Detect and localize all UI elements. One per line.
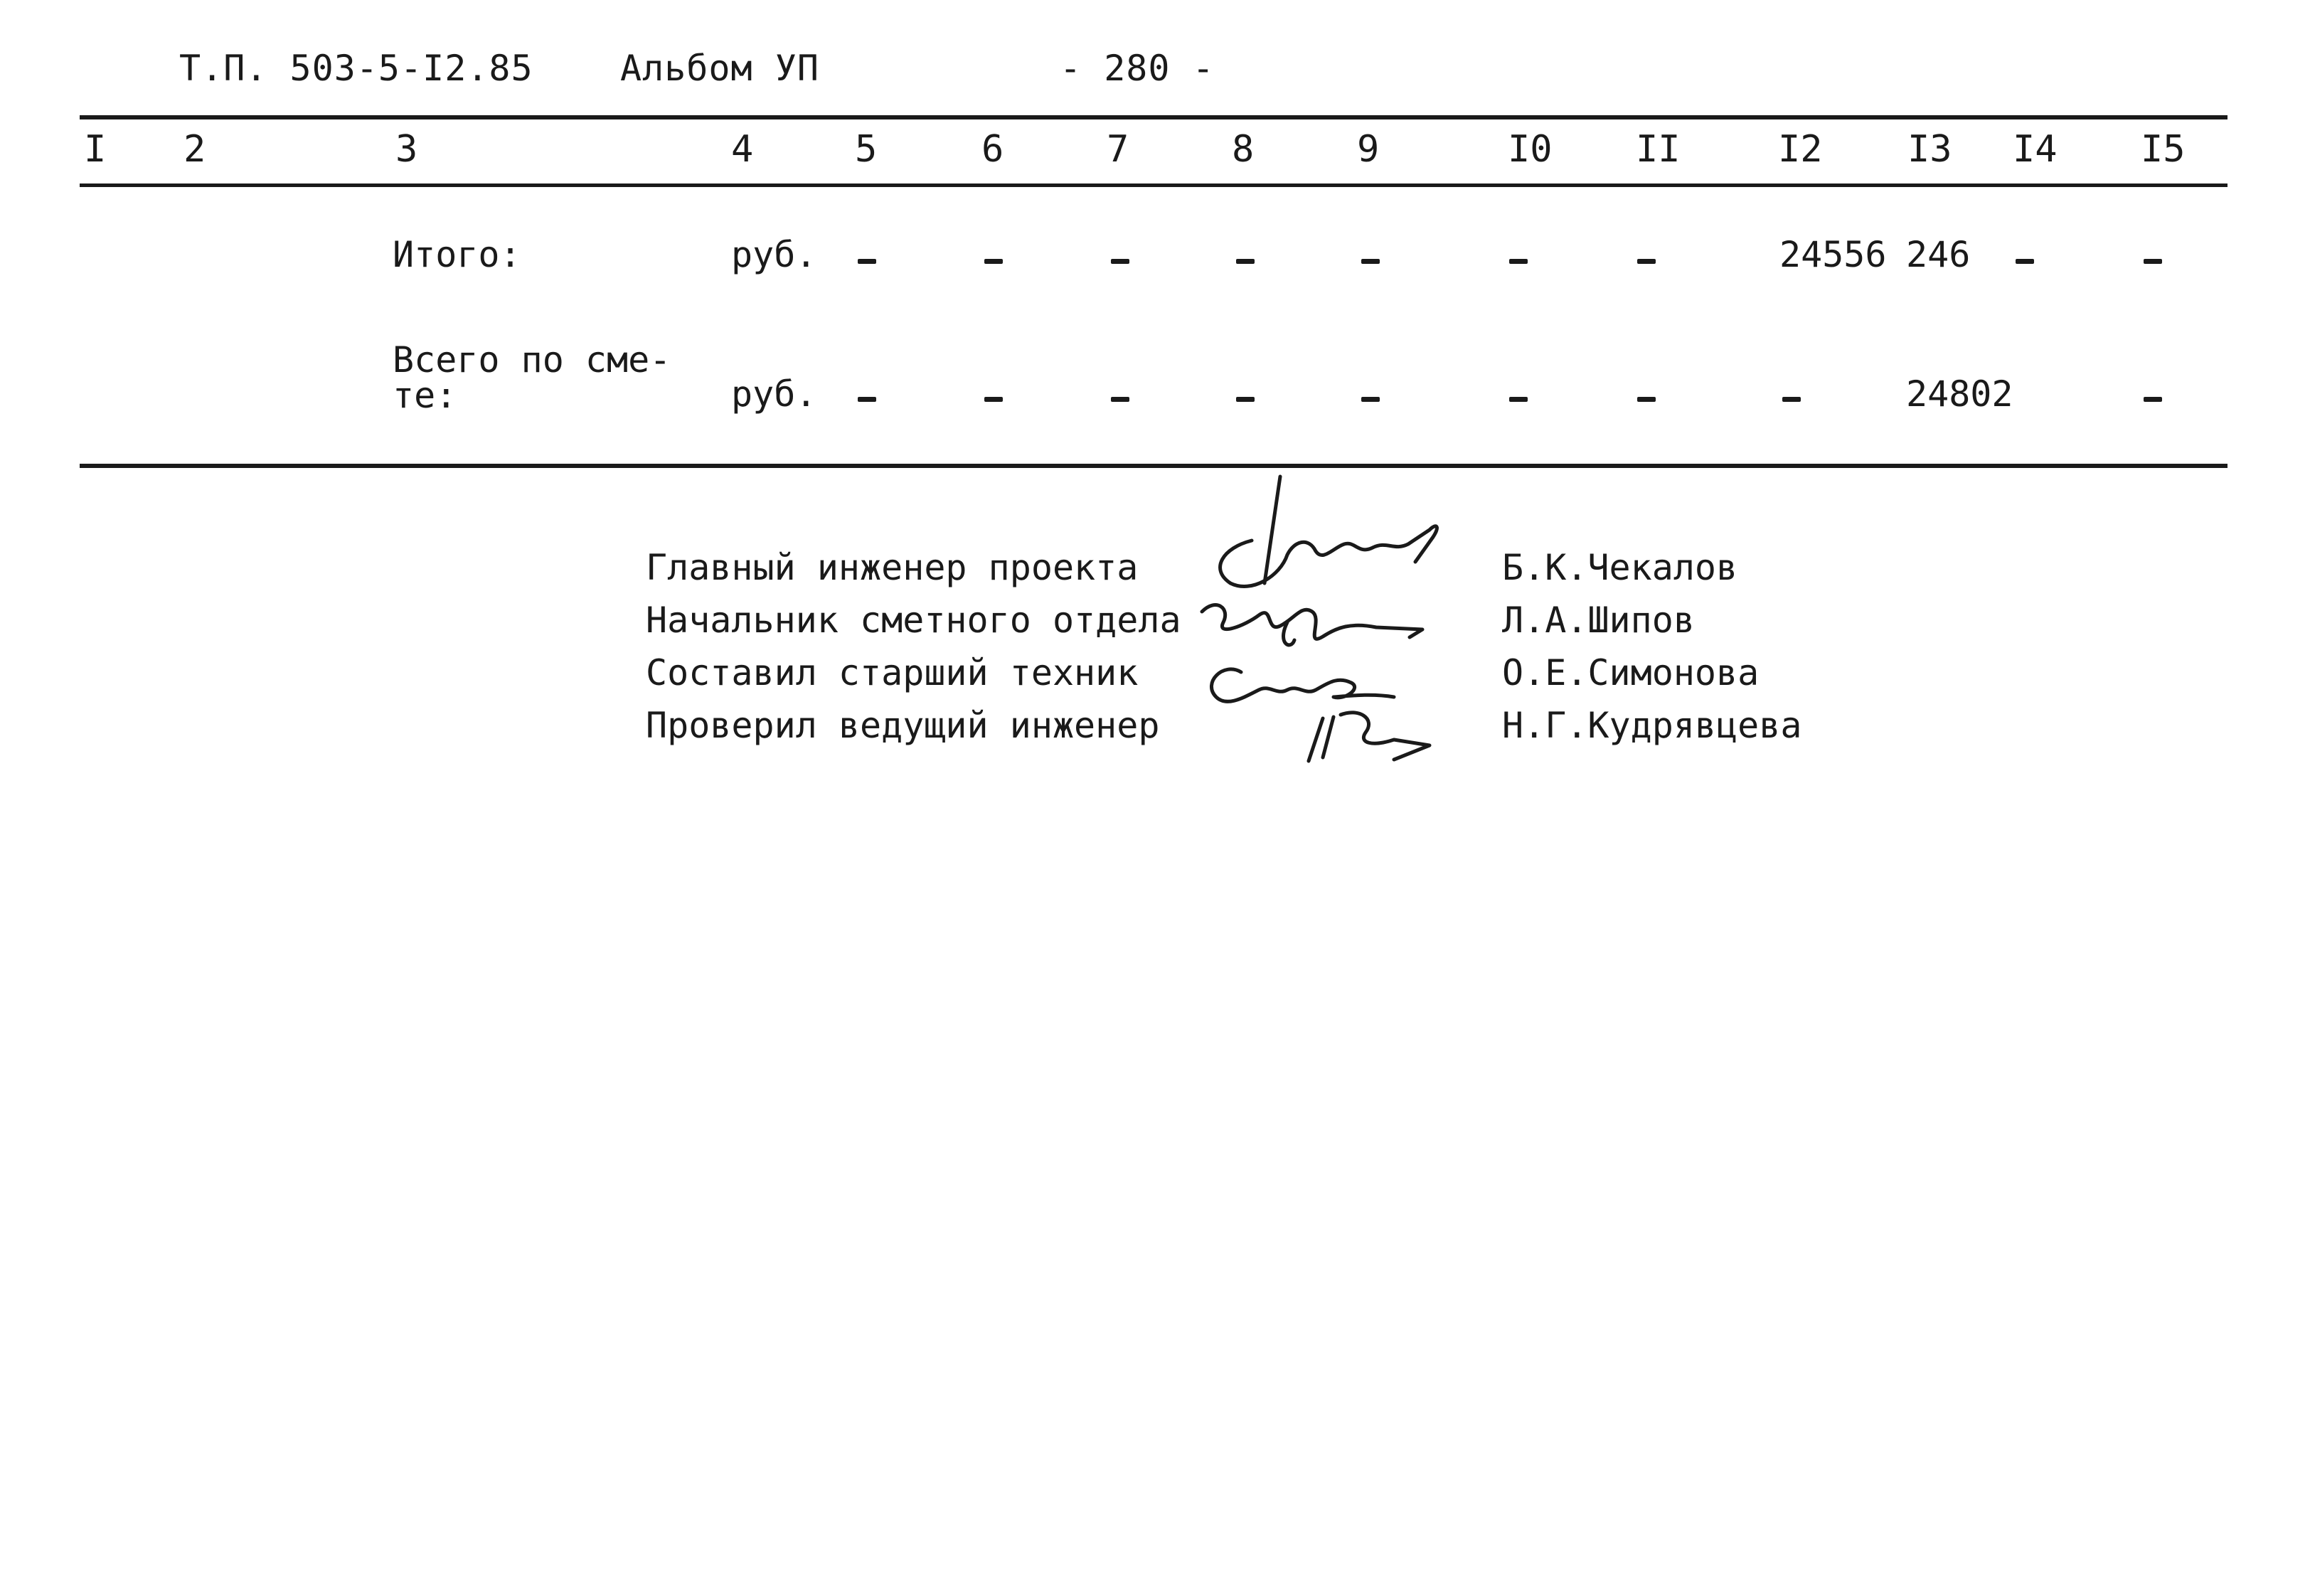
total-value: 24802 bbox=[1906, 373, 2013, 415]
column-number: 6 bbox=[981, 128, 1004, 171]
row-label: Всего по сме- bbox=[393, 339, 671, 381]
value-col-13: 246 bbox=[1906, 234, 1971, 275]
empty-dash bbox=[1509, 259, 1528, 264]
signatory-name: Л.А.Шипов bbox=[1502, 600, 1695, 641]
empty-dash bbox=[1111, 397, 1129, 402]
table-top-rule bbox=[80, 115, 2228, 119]
column-number: 8 bbox=[1232, 128, 1255, 171]
empty-dash bbox=[1361, 397, 1380, 402]
empty-dash bbox=[858, 397, 876, 402]
column-number: 7 bbox=[1107, 128, 1129, 171]
empty-dash bbox=[984, 397, 1003, 402]
row-unit: руб. bbox=[731, 234, 817, 275]
empty-dash bbox=[2144, 259, 2162, 264]
column-number: 4 bbox=[731, 128, 754, 171]
signature-title: Проверил ведущий инженер bbox=[646, 705, 1160, 746]
row-unit: руб. bbox=[731, 373, 817, 415]
row-label: Итого: bbox=[393, 234, 521, 275]
column-number: I5 bbox=[2141, 128, 2186, 171]
handwritten-signatures bbox=[1181, 469, 1508, 768]
empty-dash bbox=[1111, 259, 1129, 264]
column-number: I3 bbox=[1907, 128, 1952, 171]
page-number: - 280 - bbox=[1060, 48, 1215, 89]
column-number: 9 bbox=[1357, 128, 1380, 171]
row-label-continued: те: bbox=[393, 375, 457, 416]
empty-dash bbox=[2016, 259, 2034, 264]
empty-dash bbox=[1637, 397, 1656, 402]
column-number: 5 bbox=[855, 128, 878, 171]
empty-dash bbox=[1361, 259, 1380, 264]
empty-dash bbox=[858, 259, 876, 264]
table-bottom-rule bbox=[80, 464, 2228, 468]
empty-dash bbox=[1236, 259, 1255, 264]
empty-dash bbox=[1236, 397, 1255, 402]
signature-title: Главный инженер проекта bbox=[646, 547, 1139, 588]
column-number: I bbox=[84, 128, 107, 171]
column-number: I4 bbox=[2013, 128, 2058, 171]
column-header-rule bbox=[80, 183, 2228, 187]
signatory-name: Н.Г.Кудрявцева bbox=[1502, 705, 1802, 746]
column-number: II bbox=[1636, 128, 1681, 171]
doc-number: Т.П. 503-5-I2.85 bbox=[179, 48, 533, 89]
empty-dash bbox=[1782, 397, 1801, 402]
empty-dash bbox=[984, 259, 1003, 264]
empty-dash bbox=[2144, 397, 2162, 402]
signatory-name: Б.К.Чекалов bbox=[1502, 547, 1738, 588]
value-col-12: 24556 bbox=[1779, 234, 1887, 275]
signature-title: Начальник сметного отдела bbox=[646, 600, 1181, 641]
empty-dash bbox=[1637, 259, 1656, 264]
empty-dash bbox=[1509, 397, 1528, 402]
signature-title: Составил старший техник bbox=[646, 652, 1139, 693]
column-number: I2 bbox=[1778, 128, 1823, 171]
album-label: Альбом УП bbox=[620, 48, 819, 89]
column-number: 2 bbox=[183, 128, 206, 171]
column-number: I0 bbox=[1508, 128, 1553, 171]
column-number: 3 bbox=[395, 128, 418, 171]
signatory-name: О.Е.Симонова bbox=[1502, 652, 1760, 693]
